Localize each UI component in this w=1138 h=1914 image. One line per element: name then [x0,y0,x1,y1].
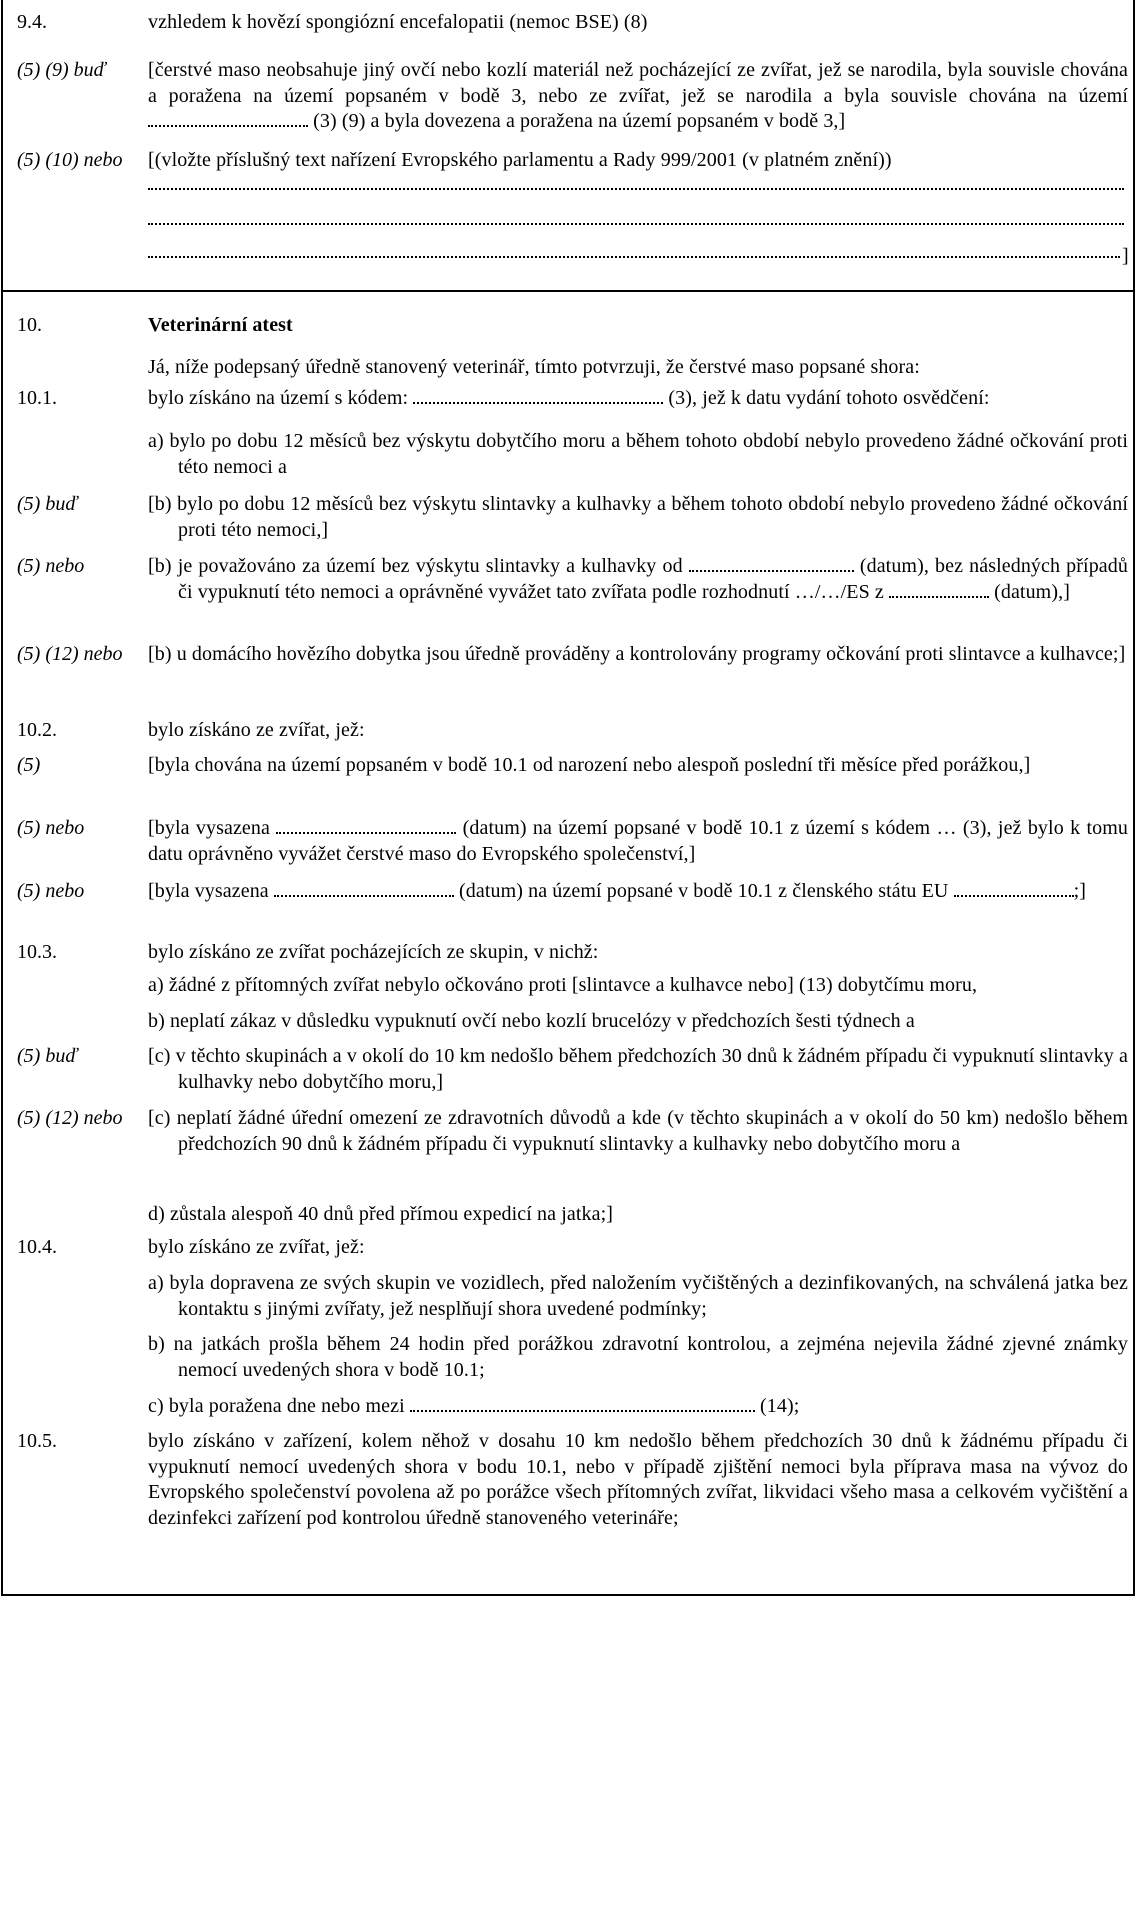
paragraph-text: bylo získáno v zařízení, kolem něhož v dosahu 10 km nedošlo během předchozích 30 dnů k žádnému případu či vypuknutí nemocí uvedených shora v bodu 10.1, nebo v případě zjištění nemoci byla příprava masa na vývoz do Evropského společenství povolena až po porážce všech přítomných zvířat, likvidaci všeho masa a celkovém vyčištění a dezinfekci zařízení pod kontrolou úředně stanoveného veterináře; [148,1430,1128,1529]
fill-in-line-1 [148,187,1124,190]
section-number: 10. [17,314,42,336]
item-b-text: b) na jatkách prošla během 24 hodin před porážkou zdravotní kontrolou, a zejména nejevila žádné zjevné známky nemocí uvedených shora v bodě 10.1; [148,1333,1128,1381]
option-label: (5) (12) nebo [17,1107,123,1129]
fill-in-dots [889,581,989,598]
section-number: 10.3. [17,941,57,963]
section-title: Veterinární atest [148,314,293,336]
option-label: (5) buď [17,1045,78,1067]
option-text: [byla chována na území popsaném v bodě 10.1 od narození nebo alespoň poslední tři měsíce před porážkou,] [148,754,1031,776]
option-text: [byla vysazena (datum) na území popsané v bodě 10.1 z území s kódem … (3), jež bylo k tomu datu oprávněno vyvážet čerstvé maso do Evropského společenství,] [148,817,1128,865]
option-text: [b) bylo po dobu 12 měsíců bez výskytu slintavky a kulhavky a během tohoto období nebylo provedeno žádné očkování proti této nemoci,] [148,493,1128,541]
option-label: (5) [17,754,41,776]
option-label: (5) (9) buď [17,59,106,81]
option-label: (5) nebo [17,817,85,839]
option-text: [(vložte příslušný text nařízení Evropského parlamentu a Rady 999/2001 (v platném znění)) [148,149,892,171]
paragraph-text: bylo získáno na území s kódem: (3), jež k datu vydání tohoto osvědčení: [148,387,990,409]
item-a-text: a) žádné z přítomných zvířat nebylo očkováno proti [slintavce a kulhavce nebo] (13) dobytčímu moru, [148,974,978,996]
intro-text: Já, níže podepsaný úředně stanovený veterinář, tímto potvrzuji, že čerstvé maso popsané shora: [148,356,920,378]
option-label: (5) buď [17,493,78,515]
fill-in-dots [276,817,456,834]
option-text: [c) neplatí žádné úřední omezení ze zdravotních důvodů a kde (v těchto skupinách a v okolí do 50 km) nedošlo během předchozích 90 dnů k žádném případu či vypuknutí slintavky a kulhavky nebo dobytčího moru a [148,1107,1128,1155]
fill-in-dots [148,110,308,127]
option-text: [c) v těchto skupinách a v okolí do 10 km nedošlo během předchozích 30 dnů k žádném případu či vypuknutí slintavky a kulhavky nebo dobytčího moru,] [148,1045,1128,1093]
fill-in-line-2 [148,222,1124,225]
option-text: [čerstvé maso neobsahuje jiný ovčí nebo kozlí materiál než pocházející ze zvířat, jež se narodila, byla souvisle chována a poražena na území popsaném v bodě 3, nebo ze zvířat, jež se narodila a byla souvisle chována na území (3) (9) a byla dovezena a poražena na území popsaném v bodě 3,] [148,59,1128,132]
option-label: (5) (12) nebo [17,643,123,665]
section-number: 10.1. [17,387,57,409]
option-label: (5) (10) nebo [17,149,123,171]
section-number: 10.4. [17,1236,57,1258]
paragraph-text: bylo získáno ze zvířat pocházejících ze skupin, v nichž: [148,941,599,963]
section-number: 10.5. [17,1430,57,1452]
option-text: [b) u domácího hovězího dobytka jsou úředně prováděny a kontrolovány programy očkování proti slintavce a kulhavce;] [148,643,1126,665]
paragraph-text: bylo získáno ze zvířat, jež: [148,719,365,741]
option-text: [byla vysazena (datum) na území popsané v bodě 10.1 z členského státu EU ;] [148,880,1086,902]
fill-in-dots [410,1395,755,1412]
section-heading: vzhledem k hovězí spongiózní encefalopatii (nemoc BSE) (8) [148,11,648,33]
fill-in-dots [954,880,1074,897]
option-text: [b) je považováno za území bez výskytu slintavky a kulhavky od (datum), bez následných případů či vypuknutí této nemoci a oprávněné vyvážet tato zvířata podle rozhodnutí …/…/ES z (datum),] [148,555,1128,603]
option-label: (5) nebo [17,880,85,902]
section-9-4-box [1,0,1135,292]
item-c-text: c) byla poražena dne nebo mezi (14); [148,1395,800,1417]
item-d-text: d) zůstala alespoň 40 dnů před přímou expedicí na jatka;] [148,1203,613,1225]
fill-in-dots [274,880,454,897]
fill-in-dots [689,555,854,572]
option-label: (5) nebo [17,555,85,577]
fill-in-line-3 [148,255,1120,258]
section-10-box [1,290,1135,1596]
paragraph-text: bylo získáno ze zvířat, jež: [148,1236,365,1258]
item-a-text: a) bylo po dobu 12 měsíců bez výskytu dobytčího moru a během tohoto období nebylo provedeno žádné očkování proti této nemoci a [148,430,1128,478]
closing-bracket: ] [1122,245,1129,267]
section-number: 10.2. [17,719,57,741]
section-number: 9.4. [17,11,47,33]
item-a-text: a) byla dopravena ze svých skupin ve vozidlech, před naložením vyčištěných a dezinfikovaných, na schválená jatka bez kontaktu s jinými zvířaty, jež nesplňují shora uvedené podmínky; [148,1272,1128,1320]
fill-in-dots [413,387,663,404]
item-b-text: b) neplatí zákaz v důsledku vypuknutí ovčí nebo kozlí brucelózy v předchozích šesti týdnech a [148,1010,915,1032]
